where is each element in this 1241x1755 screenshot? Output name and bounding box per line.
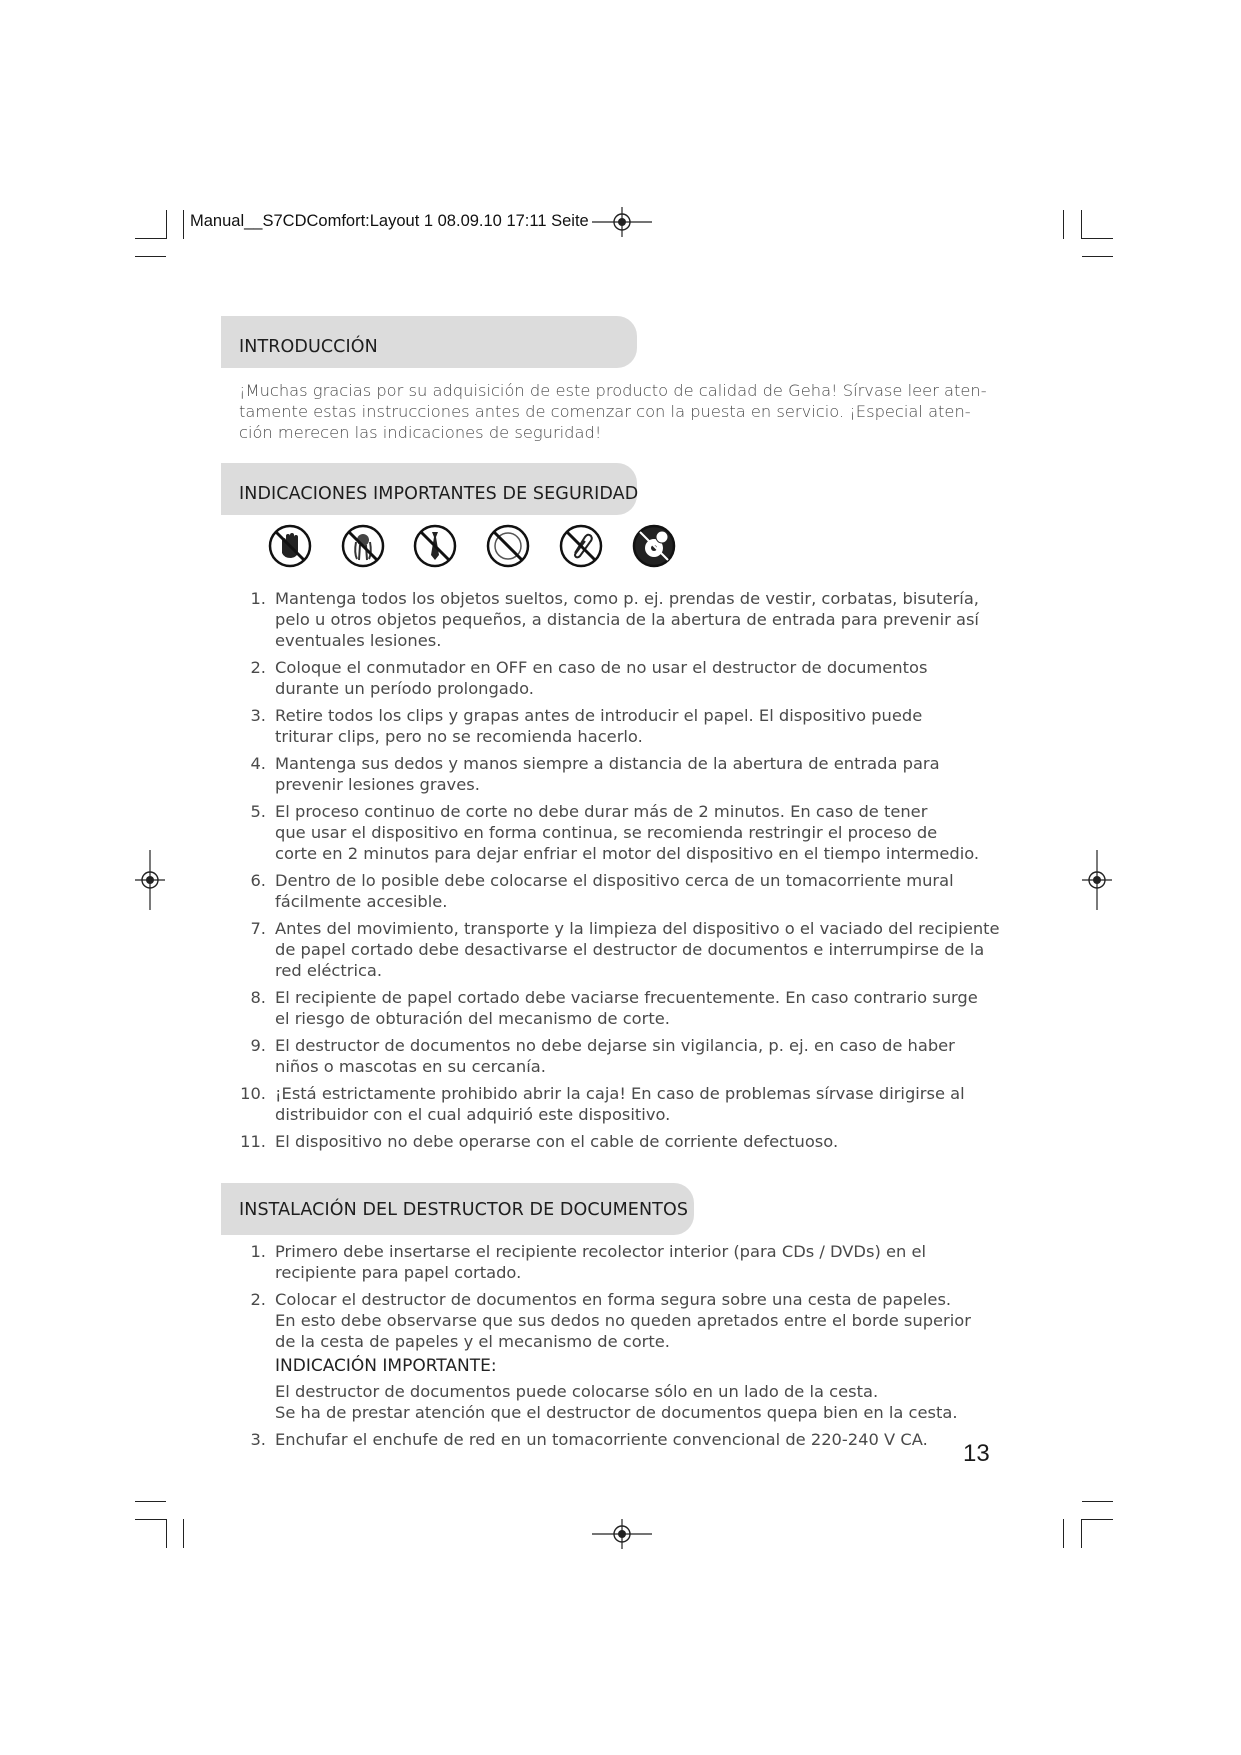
list-item: 2. Coloque el conmutador en OFF en caso de no usar el destructor de documentos durante un período prolongado. [250, 658, 928, 698]
list-item: 3. Retire todos los clips y grapas antes de introducir el papel. El dispositivo puede triturar clips, pero no se recomienda hacerlo. [250, 706, 923, 746]
list-item: 10. ¡Está estrictamente prohibido abrir la caja! En caso de problemas sírvase dirigirse al distribuidor con el cual adquirió este dispositivo. [240, 1084, 965, 1124]
section-title-install: INSTALACIÓN DEL DESTRUCTOR DE DOCUMENTOS [239, 1200, 689, 1220]
important-note-line: El destructor de documentos puede colocarse sólo en un lado de la cesta. [275, 1382, 879, 1401]
intro-paragraph [239, 380, 1009, 443]
important-note-line: Se ha de prestar atención que el destructor de documentos quepa bien en la cesta. [275, 1403, 958, 1422]
list-item: 3. Enchufar el enchufe de red en un tomacorriente convencional de 220-240 V CA. [250, 1430, 928, 1449]
important-note-heading: INDICACIÓN IMPORTANTE: [275, 1356, 497, 1376]
no-hair-icon [340, 523, 386, 569]
no-hand-icon [267, 523, 313, 569]
safety-icons [262, 523, 702, 573]
safety-list [0, 588, 1241, 1158]
list-item: 4. Mantenga sus dedos y manos siempre a distancia de la abertura de entrada para prevenir lesiones graves. [250, 754, 940, 794]
list-item: 11. El dispositivo no debe operarse con el cable de corriente defectuoso. [240, 1132, 839, 1151]
list-item: 6. Dentro de lo posible debe colocarse el dispositivo cerca de un tomacorriente mural fácilmente accesible. [250, 871, 954, 911]
section-title-intro: INTRODUCCIÓN [239, 337, 378, 357]
list-item: 7. Antes del movimiento, transporte y la limpieza del dispositivo o el vaciado del recipiente de papel cortado debe desactivarse el destructor de documentos e interrumpirse de la red eléctrica. [250, 919, 1000, 980]
registration-mark-top [592, 207, 652, 237]
list-item: 1. Mantenga todos los objetos sueltos, como p. ej. prendas de vestir, corbatas, bisutería, pelo u otros objetos pequeños, a distancia de la abertura de entrada para prevenir así eventuales lesiones. [250, 589, 979, 650]
intro-line: ción merecen las indicaciones de seguridad! [239, 423, 602, 442]
list-item: 9. El destructor de documentos no debe dejarse sin vigilancia, p. ej. en caso de haber niños o mascotas en su cercanía. [250, 1036, 955, 1076]
intro-line: tamente estas instrucciones antes de comenzar con la puesta en servicio. ¡Especial aten- [239, 402, 971, 421]
list-item: 1. Primero debe insertarse el recipiente recolector interior (para CDs / DVDs) en el recipiente para papel cortado. [250, 1242, 927, 1282]
no-tie-icon [412, 523, 458, 569]
intro-line: ¡Muchas gracias por su adquisición de este producto de calidad de Geha! Sírvase leer aten- [239, 381, 987, 400]
no-loose-objects-icon [485, 523, 531, 569]
page-number: 13 [963, 1440, 990, 1467]
cd-shred-icon [631, 523, 677, 569]
install-list [0, 1241, 1241, 1456]
print-slug: Manual__S7CDComfort:Layout 1 08.09.10 17:11 Seite [190, 212, 589, 230]
no-paperclip-icon [558, 523, 604, 569]
list-item: 2. Colocar el destructor de documentos en forma segura sobre una cesta de papeles. En esto debe observarse que sus dedos no queden apretados entre el borde superior de la cesta de papeles y el mecanismo de corte. INDICACIÓN IMPORTANTE: El destructor de documentos puede colocarse sólo en un lado de la cesta. Se ha de prestar atención que el destructor de documentos quepa bien en la cesta. [0, 1289, 1241, 1423]
list-item: 8. El recipiente de papel cortado debe vaciarse frecuentemente. En caso contrario surge el riesgo de obturación del mecanismo de corte. [250, 988, 978, 1028]
registration-mark-bottom [592, 1519, 652, 1549]
section-title-safety: INDICACIONES IMPORTANTES DE SEGURIDAD [239, 484, 639, 504]
list-item: 5. El proceso continuo de corte no debe durar más de 2 minutos. En caso de tener que usar el dispositivo en forma continua, se recomienda restringir el proceso de corte en 2 minutos para dejar enfriar el motor del dispositivo en el tiempo intermedio. [250, 802, 980, 863]
